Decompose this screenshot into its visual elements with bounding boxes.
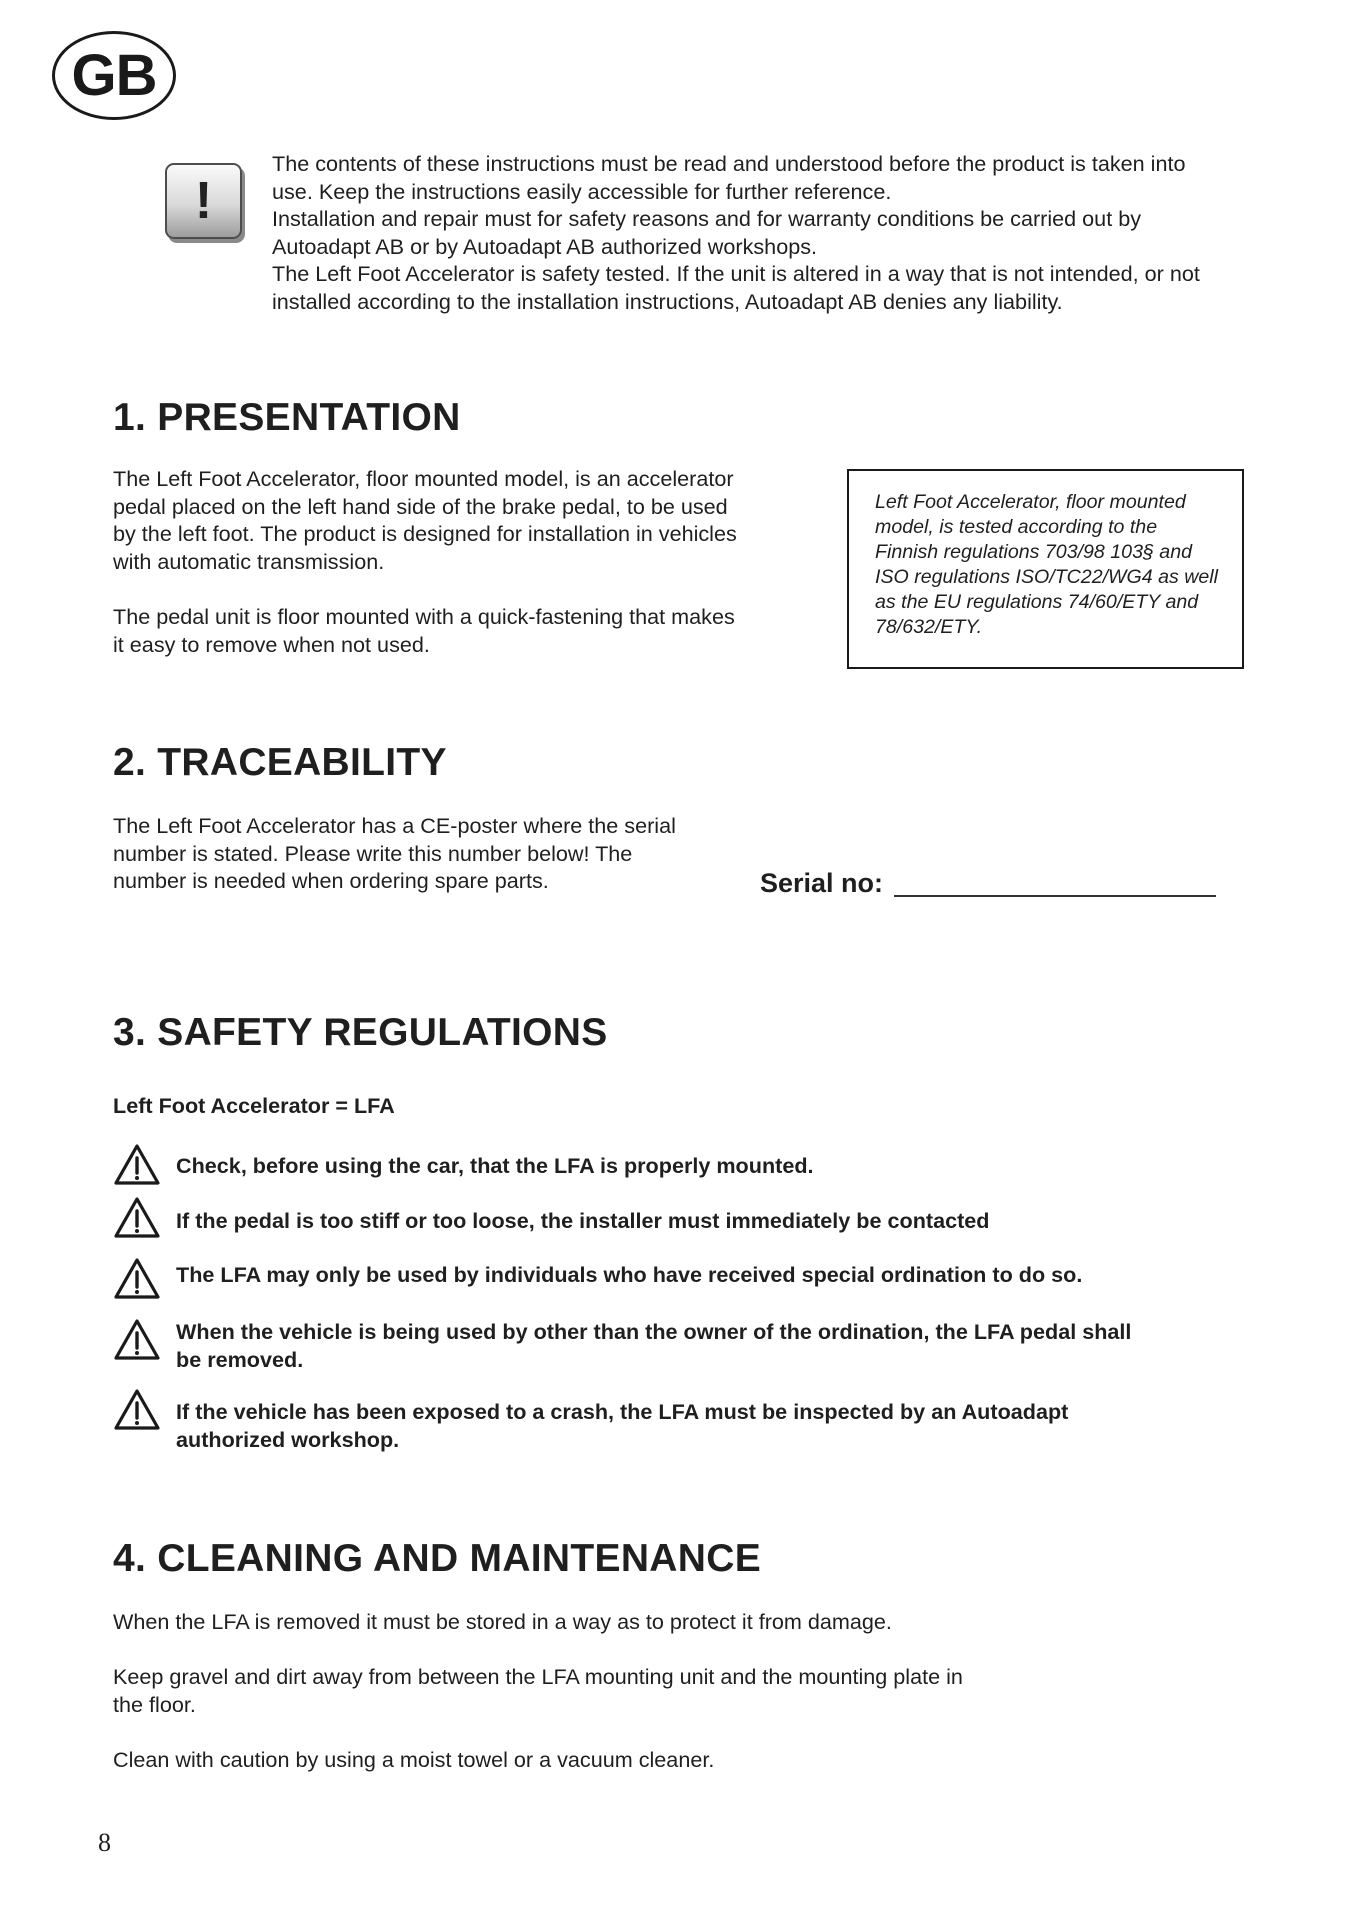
warning-text: Check, before using the car, that the LFA is properly mounted. [176,1153,814,1178]
section-heading-safety: 3. SAFETY REGULATIONS [113,1011,608,1054]
country-badge: GB [52,31,176,120]
presentation-paragraph: The pedal unit is floor mounted with a quick-fastening that makes it easy to remove when not used. [113,603,735,657]
warning-triangle-icon [113,1143,161,1186]
warning-item [113,1318,1173,1374]
cleaning-paragraph: Keep gravel and dirt away from between the LFA mounting unit and the mounting plate in the floor. [113,1664,963,1717]
warning-item [113,1143,1173,1186]
warning-item [113,1257,1173,1300]
intro-notice [272,150,1232,316]
traceability-paragraph: The Left Foot Accelerator has a CE-poster where the serial number is stated. Please write this number below! The number is needed when ordering spare parts. [113,813,676,894]
warning-text: The LFA may only be used by individuals who have received special ordination to do so. [176,1262,1083,1287]
warning-text: If the pedal is too stiff or too loose, the installer must immediately be contacted [176,1208,990,1233]
warning-triangle-icon [113,1257,161,1300]
lfa-definition: Left Foot Accelerator = LFA [113,1093,395,1118]
warning-text: If the vehicle has been exposed to a crash, the LFA must be inspected by an Autoadapt authorized workshop. [176,1399,1069,1452]
serial-number-field[interactable] [894,895,1216,897]
intro-paragraph: The contents of these instructions must be read and understood before the product is taken into use. Keep the instructions easily accessible for further reference. [272,151,1186,204]
presentation-paragraph: The Left Foot Accelerator, floor mounted model, is an accelerator pedal placed on the left hand side of the brake pedal, to be used by the left foot. The product is designed for installation in vehicles with automatic transmission. [113,466,737,574]
intro-paragraph: The Left Foot Accelerator is safety tested. If the unit is altered in a way that is not intended, or not installed according to the installation instructions, Autoadapt AB denies any liability. [272,261,1200,314]
section-heading-presentation: 1. PRESENTATION [113,396,461,439]
cleaning-text [113,1608,973,1801]
warning-triangle-icon [113,1196,161,1239]
intro-paragraph: Installation and repair must for safety reasons and for warranty conditions be carried out by Autoadapt AB or by Autoadapt AB authorized workshops. [272,206,1142,259]
section-heading-traceability: 2. TRACEABILITY [113,741,447,784]
regulation-note-box: Left Foot Accelerator, floor mounted model, is tested according to the Finnish regulations 703/98 103§ and ISO regulations ISO/TC22/WG4 as well as the EU regulations 74/60/ETY and 78/632/ETY. [847,469,1244,669]
presentation-text [113,465,738,686]
warning-triangle-icon [113,1388,161,1431]
warning-triangle-icon [113,1318,161,1361]
traceability-text [113,812,703,922]
warning-item [113,1388,1173,1454]
cleaning-paragraph: When the LFA is removed it must be stored in a way as to protect it from damage. [113,1609,892,1634]
warning-item [113,1196,1173,1239]
cleaning-paragraph: Clean with caution by using a moist towel or a vacuum cleaner. [113,1746,715,1772]
serial-number-label: Serial no: [760,868,884,898]
section-heading-cleaning: 4. CLEANING AND MAINTENANCE [113,1537,762,1580]
warning-text: When the vehicle is being used by other than the owner of the ordination, the LFA pedal shall be removed. [176,1319,1132,1372]
page-number: 8 [98,1828,111,1857]
exclamation-icon: ! [165,163,242,239]
